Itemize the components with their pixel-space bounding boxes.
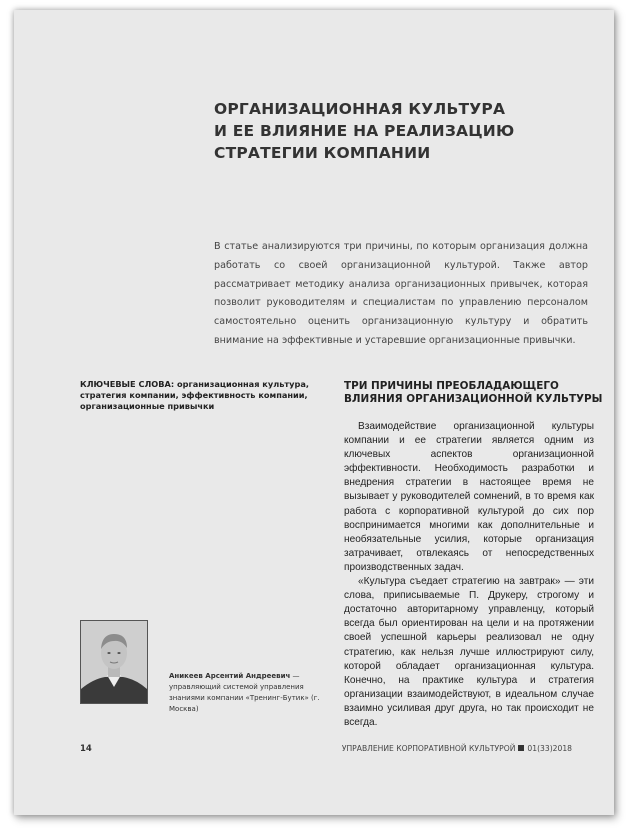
journal-page [14, 10, 614, 815]
keywords-label: КЛЮЧЕВЫЕ СЛОВА: [80, 379, 175, 389]
section-heading: ТРИ ПРИЧИНЫ ПРЕОБЛАДАЮЩЕГО ВЛИЯНИЯ ОРГАНИЗАЦИОННОЙ КУЛЬТУРЫ [344, 380, 603, 405]
keywords-block [80, 379, 325, 412]
body-text [344, 420, 594, 730]
article-title: ОРГАНИЗАЦИОННАЯ КУЛЬТУРА И ЕЕ ВЛИЯНИЕ НА РЕАЛИЗАЦИЮ СТРАТЕГИИ КОМПАНИИ [214, 100, 515, 162]
author-description: — управляющий системой управления знаниями компании «Тренинг-Бутик» (г. Москва) [169, 672, 320, 713]
journal-name: УПРАВЛЕНИЕ КОРПОРАТИВНОЙ КУЛЬТУРОЙ [341, 744, 516, 753]
journal-issue: 01(33)2018 [527, 744, 572, 753]
author-portrait-icon [81, 621, 147, 703]
author-caption [169, 671, 331, 715]
author-photo [80, 620, 148, 704]
article-abstract: В статье анализируются три причины, по которым организация должна работать со своей организационной культурой. Также автор рассматривает методику анализа организационных привычек, которая позволит руководителям и специалистам по управлению персоналом самостоятельно оценить организационную культуру и обратить внимание на эффективные и устаревшие организационные привычки. [214, 241, 588, 346]
paragraph: «Культура съедает стратегию на завтрак» — эти слова, приписываемые П. Друкеру, строгому и достаточно авторитарному управленцу, который всегда был ориентирован на цели и на протяжении своей успешной карьеры реализовал не одну стратегию, как нельзя лучше иллюстрируют силу, которой обладает организационная культура. Конечно, на практике культура и стратегия организации взаимодействуют, в идеальном случае взаимно усиливая друг друга, но так происходит не всегда. [344, 576, 594, 728]
journal-footer [342, 744, 572, 753]
author-name: Аникеев Арсентий Андреевич [169, 672, 291, 680]
keywords-text: организационная культура, стратегия компании, эффективность компании, организационные привычки [80, 379, 309, 411]
page-number: 14 [80, 744, 92, 754]
paragraph: Взаимодействие организационной культуры компании и ее стратегии является одним из ключевых аспектов организационной эффективности. Необходимость разработки и внедрения стратегии в настоящее время не вызывает у руководителей сомнений, в то время как работа с корпоративной культурой до сих пор воспринимается многими как дополнительные и необязательные усилия, которые организация затрачивает, отвлекаясь от непосредственных производственных задач. [344, 421, 594, 573]
square-bullet-icon [518, 745, 524, 751]
